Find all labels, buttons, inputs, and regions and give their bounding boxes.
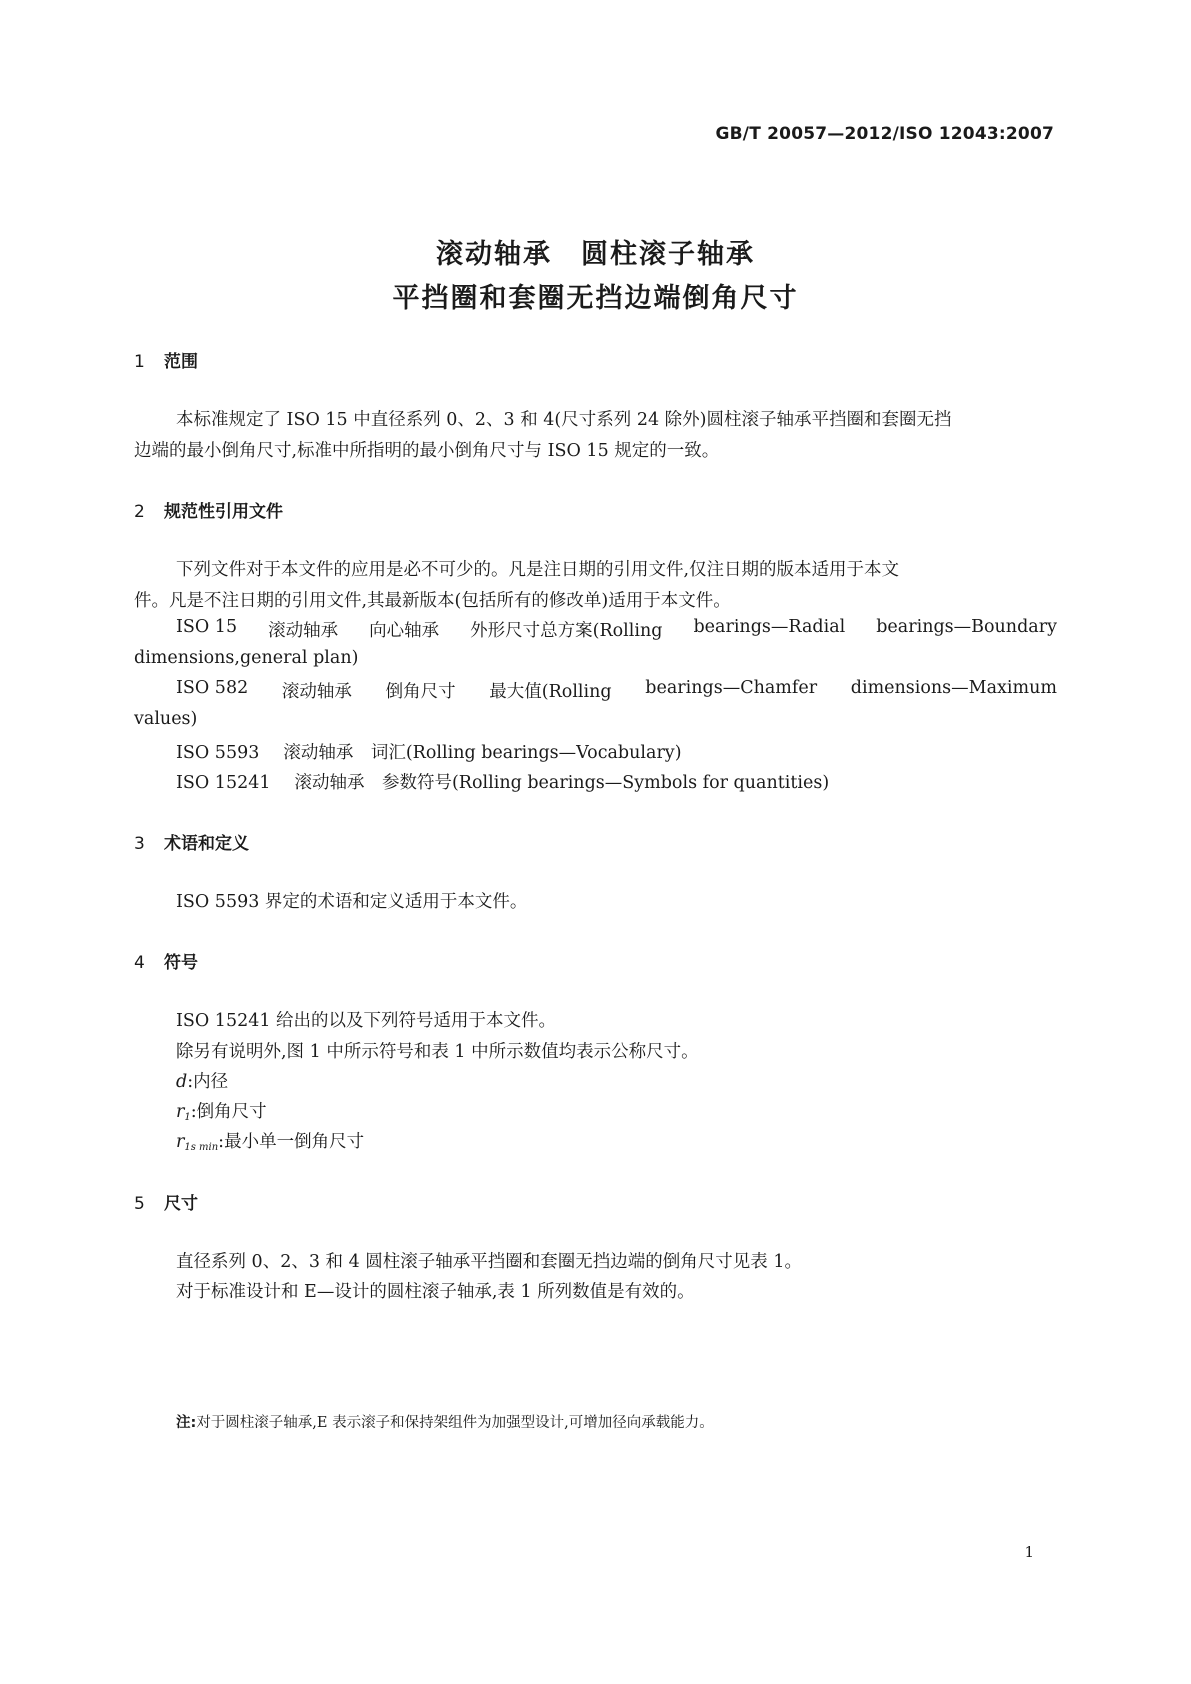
paragraph: ISO 5593 界定的术语和定义适用于本文件。 xyxy=(176,892,528,912)
section-number: 5 xyxy=(134,1194,145,1214)
symbol-description: :最小单一倒角尺寸 xyxy=(218,1132,365,1152)
section-number: 4 xyxy=(134,953,145,973)
symbol-subscript: 1s min xyxy=(184,1142,219,1153)
reference-code: ISO 15 xyxy=(176,617,238,637)
reference-code: ISO 15241 xyxy=(176,773,271,793)
reference-continuation: dimensions,general plan) xyxy=(134,648,359,668)
section-title: 规范性引用文件 xyxy=(164,502,283,522)
reference-title: 外形尺寸总方案(Rolling xyxy=(470,621,663,641)
paragraph: ISO 15241 给出的以及下列符号适用于本文件。 xyxy=(176,1011,557,1031)
section-title: 术语和定义 xyxy=(164,834,249,854)
section-1-heading xyxy=(134,347,198,372)
symbol-r1 xyxy=(176,1098,267,1123)
document-title-line-2: 平挡圈和套圈无挡边端倒角尺寸 xyxy=(392,283,799,314)
reference-code: ISO 5593 xyxy=(176,743,260,763)
reference-title: bearings—Chamfer xyxy=(645,678,818,698)
reference-iso-15 xyxy=(176,617,1057,642)
paragraph: 件。凡是不注日期的引用文件,其最新版本(包括所有的修改单)适用于本文件。 xyxy=(134,591,731,611)
section-number: 2 xyxy=(134,502,145,522)
reference-title: 滚动轴承 参数符号(Rolling bearings—Symbols for quantities) xyxy=(294,773,830,793)
reference-continuation: values) xyxy=(134,709,198,729)
section-3-heading xyxy=(134,829,249,854)
reference-title: dimensions—Maximum xyxy=(850,678,1057,698)
symbol: r xyxy=(176,1132,185,1152)
note-text: 对于圆柱滚子轴承,E 表示滚子和保持架组件为加强型设计,可增加径向承载能力。 xyxy=(196,1415,714,1431)
note-label: 注: xyxy=(176,1415,197,1431)
section-5-heading xyxy=(134,1189,198,1214)
symbol: d xyxy=(176,1072,188,1092)
reference-code: ISO 582 xyxy=(176,678,249,698)
symbol-d xyxy=(176,1068,228,1093)
section-2-heading xyxy=(134,497,283,522)
section-title: 尺寸 xyxy=(164,1194,198,1214)
reference-title: bearings—Boundary xyxy=(876,617,1057,637)
reference-iso-15241 xyxy=(176,769,829,794)
document-title-line-1: 滚动轴承 圆柱滚子轴承 xyxy=(436,239,755,270)
section-4-heading xyxy=(134,948,198,973)
section-title: 符号 xyxy=(164,953,198,973)
section-title: 范围 xyxy=(164,352,198,372)
paragraph: 直径系列 0、2、3 和 4 圆柱滚子轴承平挡圈和套圈无挡边端的倒角尺寸见表 1。 xyxy=(176,1252,802,1272)
reference-title: 向心轴承 xyxy=(369,621,440,641)
symbol-description: :内径 xyxy=(187,1072,229,1092)
page-number: 1 xyxy=(1024,1543,1034,1561)
reference-iso-5593 xyxy=(176,739,682,764)
symbol-r1s-min xyxy=(176,1128,364,1153)
section-number: 3 xyxy=(134,834,145,854)
reference-title: 滚动轴承 xyxy=(281,682,352,702)
paragraph: 对于标准设计和 E—设计的圆柱滚子轴承,表 1 所列数值是有效的。 xyxy=(176,1282,695,1302)
paragraph: 下列文件对于本文件的应用是必不可少的。凡是注日期的引用文件,仅注日期的版本适用于本文 xyxy=(176,560,900,580)
symbol-description: :倒角尺寸 xyxy=(190,1102,267,1122)
symbol-subscript: 1 xyxy=(184,1112,191,1123)
paragraph: 除另有说明外,图 1 中所示符号和表 1 中所示数值均表示公称尺寸。 xyxy=(176,1042,699,1062)
paragraph: 本标准规定了 ISO 15 中直径系列 0、2、3 和 4(尺寸系列 24 除外)圆柱滚子轴承平挡圈和套圈无挡 xyxy=(176,410,952,430)
section-number: 1 xyxy=(134,352,145,372)
reference-title: 滚动轴承 xyxy=(268,621,339,641)
reference-iso-582 xyxy=(176,678,1057,703)
standard-code: GB/T 20057—2012/ISO 12043:2007 xyxy=(715,124,1054,144)
reference-title: 滚动轴承 词汇(Rolling bearings—Vocabulary) xyxy=(283,743,682,763)
note xyxy=(176,1411,714,1432)
reference-title: 最大值(Rolling xyxy=(489,682,612,702)
reference-title: bearings—Radial xyxy=(693,617,846,637)
reference-title: 倒角尺寸 xyxy=(385,682,456,702)
symbol: r xyxy=(176,1102,185,1122)
paragraph: 边端的最小倒角尺寸,标准中所指明的最小倒角尺寸与 ISO 15 规定的一致。 xyxy=(134,441,720,461)
